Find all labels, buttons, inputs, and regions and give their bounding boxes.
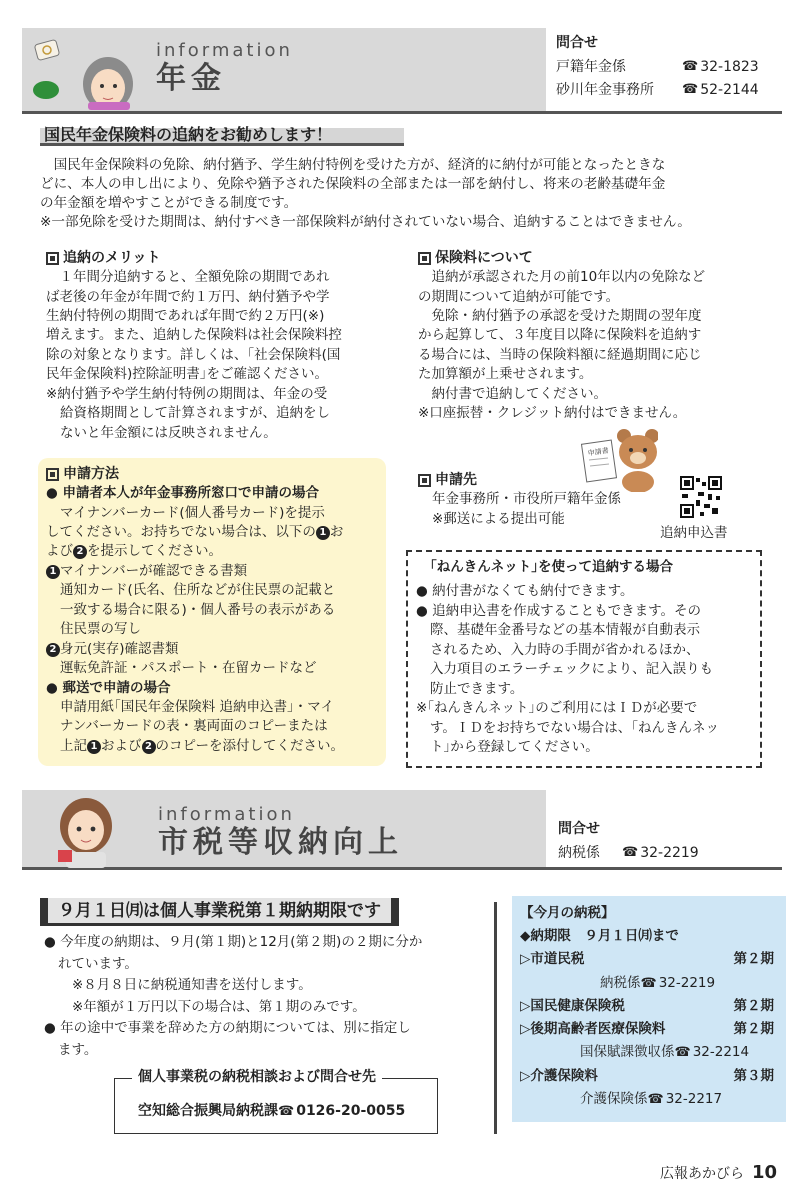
tax-woman-illustration bbox=[52, 796, 122, 868]
tax-line: ます。 bbox=[58, 1041, 98, 1058]
circled-2-icon: 2 bbox=[142, 740, 156, 754]
merit-line: 民年金保険料)控除証明書｣をご確認ください。 bbox=[46, 366, 329, 383]
bear-sign-text: 申請書 bbox=[587, 446, 610, 458]
tax-headline-text: ９月１日㈪は個人事業税第１期納期限です bbox=[58, 901, 381, 921]
pension-woman-illustration bbox=[30, 32, 140, 110]
phone-icon: ☎ bbox=[647, 1092, 664, 1108]
premium-line: た加算額が上乗せされます。 bbox=[418, 366, 593, 383]
box-icon bbox=[46, 468, 59, 481]
bullet-icon: ● bbox=[46, 485, 63, 502]
intro-line: の年金額を増やすことができる制度です。 bbox=[40, 195, 298, 212]
intro-line: どに、本人の申し出により、免除や猶予された保険料の全部または一部を納付し、将来の老齢基礎年金 bbox=[40, 176, 666, 193]
merit-note: ないと年金額には反映されません。 bbox=[60, 424, 277, 441]
apply-item2-title: 身元(実存)確認書類 bbox=[60, 640, 179, 657]
nenkin-net-title: ｢ねんきんネット｣を使って追納する場合 bbox=[430, 559, 673, 575]
consult-body bbox=[138, 1102, 405, 1122]
contact-row bbox=[556, 81, 776, 101]
merit-note: ※納付猶予や学生納付特例の期間は、年金の受 bbox=[46, 385, 328, 402]
intro-note: ※一部免除を受けた期間は、納付すべき一部保険料が納付されていない場合、追納することはできません。 bbox=[40, 214, 691, 231]
bullet-icon: ● bbox=[44, 934, 61, 950]
contact-phone: 32-1823 bbox=[700, 58, 759, 75]
apply-line: マイナンバーカード(個人番号カード)を提示 bbox=[60, 504, 325, 521]
premium-line: ※口座振替・クレジット納付はできません。 bbox=[418, 405, 687, 422]
apply-line: 一致する場合に限る)・個人番号の表示がある bbox=[60, 601, 336, 618]
circled-1-icon: 1 bbox=[316, 526, 330, 540]
merit-line: 増えます。また、追納した保険料は社会保険料控 bbox=[46, 327, 342, 344]
contact-title: 問合せ bbox=[558, 821, 600, 837]
merit-block bbox=[46, 248, 386, 443]
contact-phone: 32-2219 bbox=[640, 844, 699, 861]
pension-header-title: 年金 bbox=[156, 61, 226, 96]
premium-title: 保険料について bbox=[435, 250, 533, 266]
intro-line: 国民年金保険料の免除、納付猶予、学生納付特例を受けた方が、経済的に納付が可能となったときな bbox=[40, 157, 666, 173]
merit-line: １年間分追納すると、全額免除の期間であれ bbox=[46, 269, 330, 286]
apply-method-title: 申請方法 bbox=[63, 466, 119, 482]
apply-to-title: 申請先 bbox=[435, 472, 477, 488]
circled-2-icon: 2 bbox=[73, 545, 87, 559]
nenkin-line: 納付書がなくても納付できます。 bbox=[432, 583, 634, 600]
tax-item-name: ▷介護保険料 bbox=[520, 1067, 598, 1084]
nenkin-note: ト｣から登録してください。 bbox=[430, 738, 599, 755]
tax-bullets bbox=[44, 932, 484, 1062]
page-number: 10 bbox=[752, 1162, 778, 1183]
tax-item-period: 第２期 bbox=[733, 1021, 774, 1038]
tax-header-title: 市税等収納向上 bbox=[158, 825, 403, 860]
tax-item-phone: 32-2219 bbox=[658, 974, 716, 991]
apply-line: 申請用紙｢国民年金保険料 追納申込書｣・マイ bbox=[60, 698, 335, 715]
qr-code-icon[interactable] bbox=[680, 476, 722, 518]
contact-row bbox=[556, 58, 776, 78]
contact-name: 納税係 bbox=[558, 844, 600, 861]
phone-icon: ☎ bbox=[640, 975, 657, 991]
tax-item-name: ▷後期高齢者医療保険料 bbox=[520, 1021, 666, 1038]
apply-line: してください。お持ちでない場合は、以下の 1 お bbox=[46, 524, 344, 541]
bullet-icon: ● bbox=[416, 583, 433, 600]
premium-line: 免除・納付猶予の承認を受けた期間の翌年度 bbox=[418, 308, 702, 325]
apply-line: よび 2 を提示してください。 bbox=[46, 543, 222, 560]
tax-item-phone: 32-2214 bbox=[692, 1044, 750, 1061]
bullet-icon: ● bbox=[46, 679, 63, 696]
contact-name: 砂川年金事務所 bbox=[556, 81, 654, 98]
nenkin-note: す。ＩＤをお持ちでない場合は、｢ねんきんネッ bbox=[430, 719, 720, 736]
apply-to-block bbox=[418, 470, 678, 529]
box-icon bbox=[46, 252, 59, 265]
circled-1-icon: 1 bbox=[87, 740, 101, 754]
phone-icon: ☎ bbox=[674, 1045, 691, 1061]
apply-line: 住民票の写し bbox=[60, 621, 141, 638]
apply-line: ナンバーカードの表・裏両面のコピーまたは bbox=[60, 718, 328, 735]
nenkin-line: 追納申込書を作成することもできます。その bbox=[432, 602, 701, 619]
phone-icon: ☎ bbox=[682, 81, 699, 97]
nenkin-line: されるため、入力時の手間が省かれるほか、 bbox=[430, 641, 700, 658]
pension-contact bbox=[556, 34, 776, 101]
phone-icon: ☎ bbox=[682, 58, 699, 74]
tax-header-small: information bbox=[158, 804, 295, 825]
premium-line: 追納が承認された月の前10年以内の免除など bbox=[418, 269, 706, 286]
consult-office: 空知総合振興局納税課 bbox=[138, 1103, 278, 1119]
phone-icon: ☎ bbox=[622, 844, 639, 860]
tax-item-contact: 納税係 bbox=[600, 974, 641, 991]
premium-line: から起算して、３年度目以降に保険料を追納す bbox=[418, 327, 702, 344]
tax-line: 年の途中で事業を辞めた方の納期については、別に指定し bbox=[60, 1020, 411, 1037]
circled-1-icon: 1 bbox=[46, 565, 60, 579]
tax-line: れています。 bbox=[58, 955, 138, 972]
apply-sub2: 郵送で申請の場合 bbox=[62, 679, 171, 696]
tax-item-period: 第３期 bbox=[733, 1067, 774, 1084]
box-icon bbox=[418, 474, 431, 487]
tax-item-name: ▷国民健康保険税 bbox=[520, 998, 625, 1015]
tax-item-contact: 介護保険係 bbox=[580, 1091, 648, 1108]
nenkin-line: 際、基礎年金番号などの基本情報が自動表示 bbox=[430, 622, 700, 639]
premium-line: る場合には、当時の保険料額に経過期間に応じ bbox=[418, 346, 702, 363]
tax-item-period: 第２期 bbox=[733, 951, 774, 968]
apply-line: 上記 1 および 2 のコピーを添付してください。 bbox=[60, 737, 344, 754]
qr-caption: 追納申込書 bbox=[660, 525, 728, 541]
apply-to-line: ※郵送による提出可能 bbox=[432, 510, 565, 527]
tax-item-period: 第２期 bbox=[733, 998, 774, 1015]
phone-icon: ☎ bbox=[278, 1104, 295, 1119]
bullet-icon: ● bbox=[44, 1020, 61, 1037]
tax-line: 今年度の納期は、９月(第１期)と12月(第２期)の２期に分か bbox=[60, 934, 423, 950]
box-icon bbox=[418, 252, 431, 265]
consult-title: 個人事業税の納税相談および問合せ先 bbox=[132, 1068, 382, 1088]
tax-headline bbox=[40, 898, 399, 926]
page-footer bbox=[660, 1160, 777, 1186]
monthly-deadline: ◆納期限 ９月１日㈪まで bbox=[520, 928, 679, 945]
tax-item-contact: 国保賦課徴収係 bbox=[580, 1044, 675, 1061]
premium-line: の期間について追納が可能です。 bbox=[418, 288, 620, 305]
apply-to-line: 年金事務所・市役所戸籍年金係 bbox=[432, 491, 621, 508]
circled-2-icon: 2 bbox=[46, 643, 60, 657]
nenkin-line: 防止できます。 bbox=[430, 680, 524, 697]
nenkin-line: 入力項目のエラーチェックにより、記入誤りも bbox=[430, 661, 714, 678]
nenkin-note: ※｢ねんきんネット｣のご利用にはＩＤが必要で bbox=[416, 700, 698, 717]
merit-line: 生納付特例の期間であれば年間で約２万円(※) bbox=[46, 308, 325, 325]
contact-phone: 52-2144 bbox=[700, 81, 759, 98]
nenkin-net-block bbox=[416, 558, 756, 757]
pension-headline-text: 国民年金保険料の追納をお勧めします！ bbox=[44, 125, 333, 144]
apply-method-block bbox=[46, 464, 382, 756]
apply-item1-title: マイナンバーが確認できる書類 bbox=[60, 562, 248, 579]
monthly-title: 【今月の納税】 bbox=[520, 905, 615, 921]
bullet-icon: ● bbox=[416, 602, 433, 619]
vertical-divider bbox=[494, 902, 497, 1134]
pension-intro bbox=[40, 156, 780, 232]
consult-phone: 0126-20-0055 bbox=[296, 1103, 406, 1119]
contact-row bbox=[558, 844, 778, 864]
premium-line: 納付書で追納してください。 bbox=[418, 385, 607, 402]
apply-sub1: 申請者本人が年金事務所窓口で申請の場合 bbox=[62, 485, 319, 502]
premium-block bbox=[418, 248, 778, 424]
tax-line: ※８月８日に納税通知書を送付します。 bbox=[72, 977, 312, 994]
contact-title: 問合せ bbox=[556, 35, 598, 51]
merit-line: ば老後の年金が年間で約１万円、納付猶予や学 bbox=[46, 288, 330, 305]
contact-name: 戸籍年金係 bbox=[556, 58, 626, 75]
merit-note: 給資格期間として計算されますが、追納をし bbox=[60, 405, 330, 422]
tax-contact bbox=[558, 820, 778, 864]
monthly-tax-block bbox=[520, 902, 774, 1111]
tax-item-name: ▷市道民税 bbox=[520, 951, 585, 968]
merit-line: 除の対象となります。詳しくは、｢社会保険料(国 bbox=[46, 346, 341, 363]
pension-headline bbox=[40, 124, 336, 147]
tax-item-phone: 32-2217 bbox=[665, 1091, 723, 1108]
tax-line: ※年額が１万円以下の場合は、第１期のみです。 bbox=[72, 998, 366, 1015]
apply-line: 通知カード(氏名、住所などが住民票の記載と bbox=[60, 582, 336, 599]
apply-line: 運転免許証・パスポート・在留カードなど bbox=[60, 660, 317, 677]
merit-title: 追納のメリット bbox=[63, 250, 161, 266]
pension-header-small: information bbox=[156, 40, 293, 61]
footer-name: 広報あかびら bbox=[660, 1166, 744, 1182]
